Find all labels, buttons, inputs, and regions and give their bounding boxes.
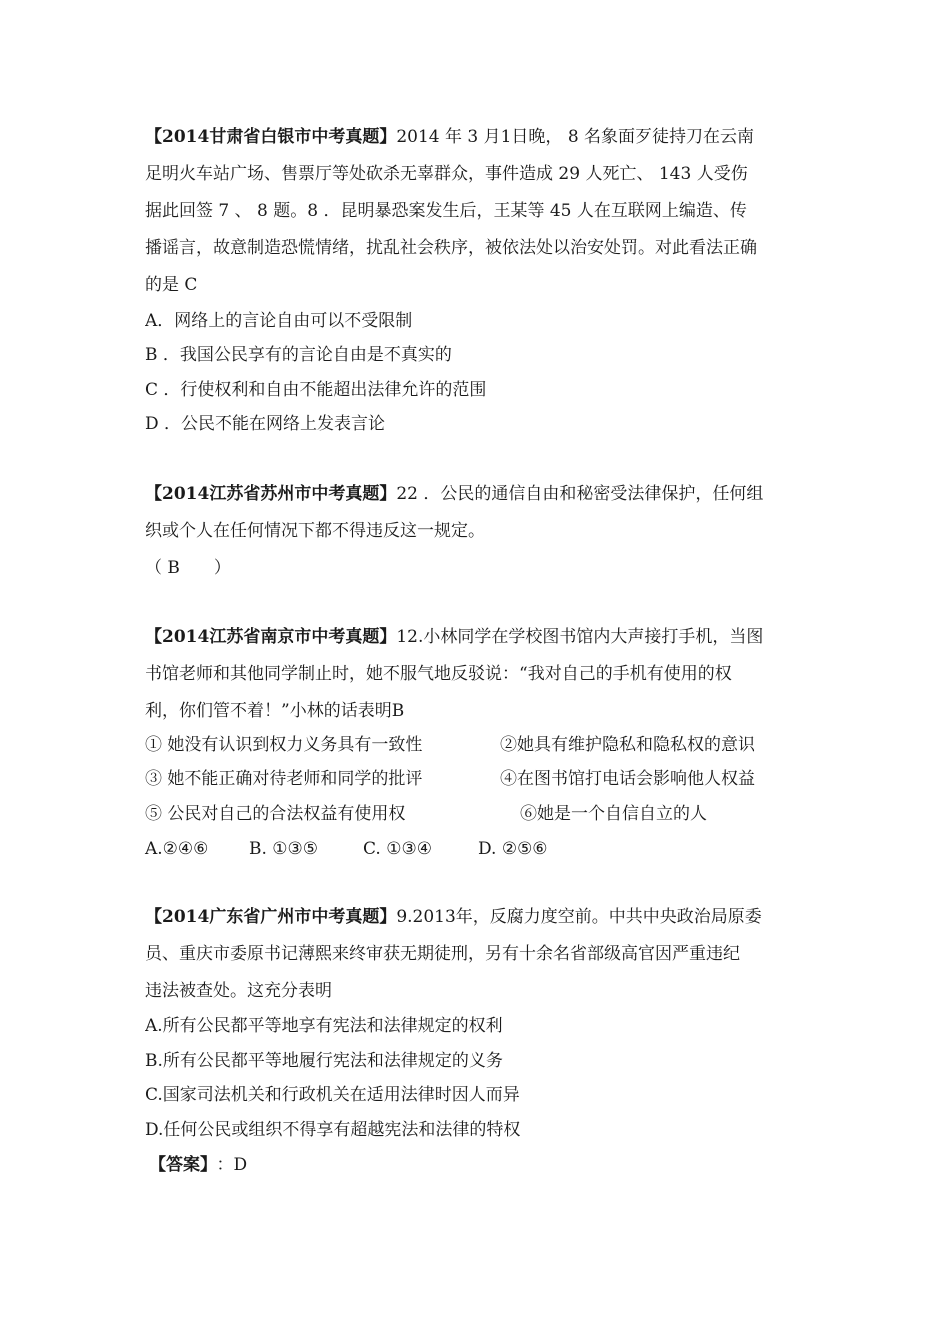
q1-line-5: 的是 C (145, 275, 198, 295)
q2-line-1 (145, 482, 815, 506)
q2-source-tag: 【2014江苏省苏州市中考真题】 (145, 484, 397, 504)
q3-choice-b: B. ①③⑤ (249, 839, 319, 859)
q1-line-1 (145, 125, 815, 149)
q1-text: 2014 年 3 月1日晚， 8 名象面歹徒持刀在云南 (396, 127, 755, 147)
q2-text: 22 ．公民的通信自由和秘密受法律保护，任何组 (396, 484, 764, 504)
q3-statement-5: ⑤ 公民对自己的合法权益有使用权 (145, 804, 406, 824)
q3-choice-c: C. ①③④ (363, 839, 432, 859)
q1-option-a: A．网络上的言论自由可以不受限制 (145, 311, 413, 331)
q1-option-b: B ．我国公民享有的言论自由是不真实的 (145, 345, 452, 365)
q3-statement-4: ④在图书馆打电话会影响他人权益 (500, 769, 755, 789)
q4-text: 9.2013年，反腐力度空前。中共中央政治局原委 (396, 907, 762, 927)
q1-line-2: 足明火车站广场、售票厅等处砍杀无辜群众，事件造成 29 人死亡、 143 人受伤 (145, 164, 748, 184)
q3-source-tag: 【2014江苏省南京市中考真题】 (145, 627, 397, 647)
q3-choice-d: D. ②⑤⑥ (478, 839, 548, 859)
q2-line-2: 织或个人在任何情况下都不得违反这一规定。 (145, 521, 485, 541)
q4-option-b: B.所有公民都平等地履行宪法和法律规定的义务 (145, 1051, 503, 1071)
q4-line-1 (145, 905, 815, 929)
q4-line-3: 违法被查处。这充分表明 (145, 981, 332, 1001)
q4-option-c: C.国家司法机关和行政机关在适用法律时因人而异 (145, 1085, 520, 1105)
q1-line-3: 据此回签 7 、 8 题。8 ．昆明暴恐案发生后，王某等 45 人在互联网上编造、传 (145, 201, 747, 221)
q4-option-a: A.所有公民都平等地享有宪法和法律规定的权利 (145, 1016, 503, 1036)
q4-answer-line (145, 1153, 815, 1177)
q3-choice-a: A.②④⑥ (145, 839, 209, 859)
q3-statement-2: ②她具有维护隐私和隐私权的意识 (500, 735, 755, 755)
q3-text: 12.小林同学在学校图书馆内大声接打手机，当图 (396, 627, 764, 647)
q3-line-3: 利，你们管不着！”小林的话表明B (145, 701, 405, 721)
q4-line-2: 员、重庆市委原书记薄熙来终审获无期徒刑，另有十余名省部级高官因严重违纪 (145, 944, 740, 964)
q3-statement-3: ③ 她不能正确对待老师和同学的批评 (145, 769, 423, 789)
q1-option-c: C ．行使权利和自由不能超出法律允许的范围 (145, 380, 487, 400)
q4-answer-value: ：D (216, 1155, 248, 1175)
q1-source-tag: 【2014甘肃省白银市中考真题】 (145, 127, 397, 147)
q1-line-4: 播谣言，故意制造恐慌情绪，扰乱社会秩序，被依法处以治安处罚。对此看法正确 (145, 238, 757, 258)
q3-line-2: 书馆老师和其他同学制止时，她不服气地反驳说：“我对自己的手机有使用的权 (145, 664, 732, 684)
q3-line-1 (145, 625, 815, 649)
q2-answer: （ B ） (145, 558, 231, 578)
q3-statement-1: ① 她没有认识到权力义务具有一致性 (145, 735, 423, 755)
q4-option-d: D.任何公民或组织不得享有超越宪法和法律的特权 (145, 1120, 521, 1140)
q4-source-tag: 【2014广东省广州市中考真题】 (145, 907, 397, 927)
q4-answer-label: 【答案】 (149, 1155, 209, 1175)
q3-statement-6: ⑥她是一个自信自立的人 (520, 804, 707, 824)
q1-option-d: D ．公民不能在网络上发表言论 (145, 414, 386, 434)
